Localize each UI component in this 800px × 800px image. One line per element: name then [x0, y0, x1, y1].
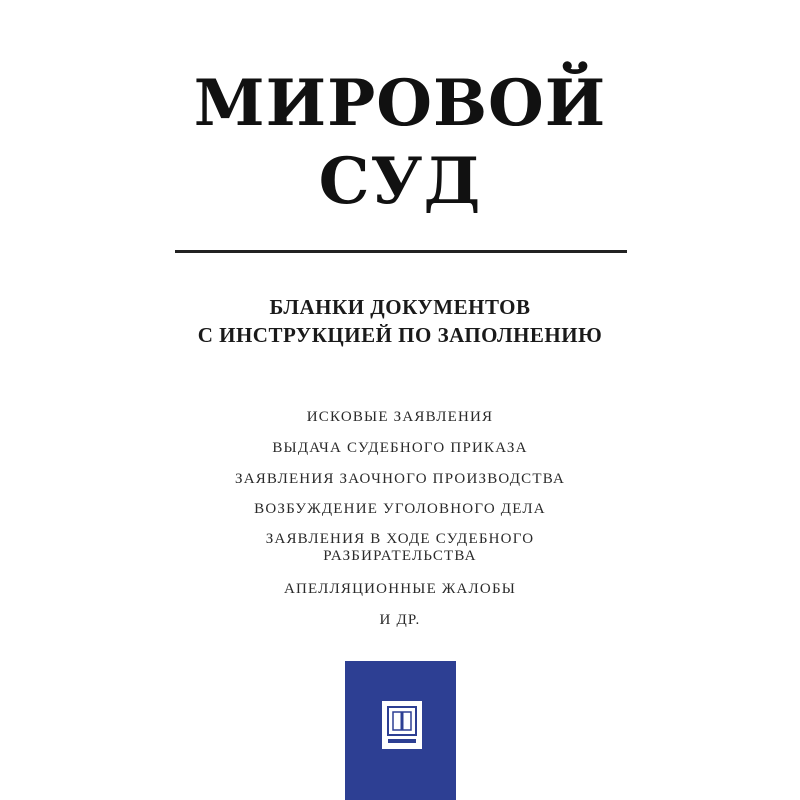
contents-item: ИСКОВЫЕ ЗАЯВЛЕНИЯ: [306, 409, 494, 425]
cover-title-line-1: МИРОВОЙ: [193, 66, 607, 141]
contents-item: ЗАЯВЛЕНИЯ ЗАОЧНОГО ПРОИЗВОДСТВА: [234, 471, 565, 487]
contents-item: ВЫДАЧА СУДЕБНОГО ПРИКАЗА: [272, 440, 528, 456]
contents-item-line-1: ЗАЯВЛЕНИЯ В ХОДЕ СУДЕБНОГО: [265, 531, 535, 547]
publisher-band: [345, 661, 456, 800]
contents-item: ВОЗБУЖДЕНИЕ УГОЛОВНОГО ДЕЛА: [254, 501, 546, 517]
contents-item: И ДР.: [379, 612, 421, 628]
publisher-logo-icon: [382, 701, 422, 749]
contents-item: [0, 531, 800, 566]
publisher-logo-graphic: [383, 702, 421, 748]
cover-subtitle-line-1: БЛАНКИ ДОКУМЕНТОВ: [269, 295, 531, 319]
contents-item-line-2: РАЗБИРАТЕЛЬСТВА: [323, 548, 477, 565]
title-divider: [175, 250, 627, 253]
cover-title-line-2: СУД: [318, 144, 482, 219]
contents-item: АПЕЛЛЯЦИОННЫЕ ЖАЛОБЫ: [283, 581, 517, 597]
cover-subtitle-line-2: С ИНСТРУКЦИЕЙ ПО ЗАПОЛНЕНИЮ: [197, 323, 603, 347]
